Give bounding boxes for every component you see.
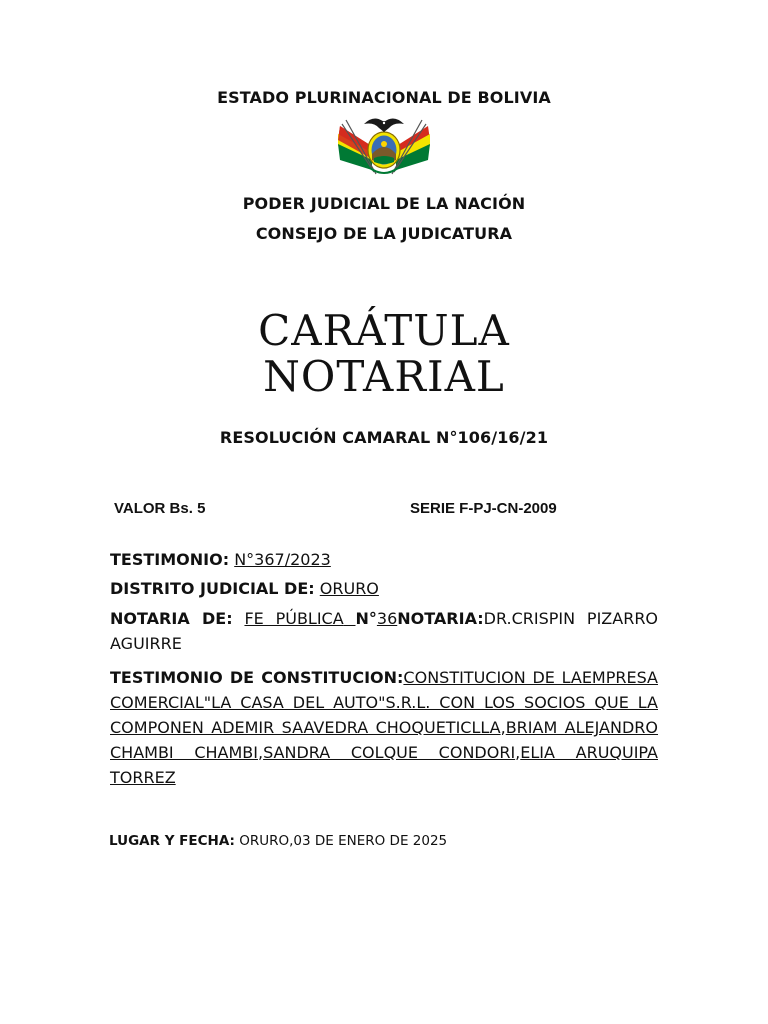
separator-2: , xyxy=(258,743,264,762)
valor-label: VALOR Bs. 5 xyxy=(114,500,206,517)
constitucion-paragraph xyxy=(110,665,658,790)
distrito-value: ORURO xyxy=(319,579,379,598)
title-line-1: CARÁTULA xyxy=(258,306,510,355)
constitucion-text: CONSTITUCION DE LAEMPRESA COMERCIAL"LA CASA DEL AUTO"S.R.L. CON LOS SOCIOS QUE LA COMPONEN ADEMIR SAAVEDRA CHOQUETICLLA xyxy=(110,668,658,737)
testimonio-row xyxy=(110,547,658,572)
separator-1: , xyxy=(500,718,506,737)
constitucion-label: TESTIMONIO DE CONSTITUCION: xyxy=(110,668,404,687)
socio-2: SANDRA COLQUE CONDORI xyxy=(263,743,516,762)
notaria-fe-publica: FE PÚBLICA xyxy=(244,609,344,628)
lugar-value: ORURO,03 DE ENERO DE 2025 xyxy=(239,833,448,849)
title-line-2: NOTARIAL xyxy=(263,352,505,401)
notaria-label-2: NOTARIA: xyxy=(397,609,484,628)
testimonio-value: N°367/2023 xyxy=(234,550,331,569)
judicial-branch: PODER JUDICIAL DE LA NACIÓN xyxy=(242,194,526,213)
distrito-row xyxy=(110,576,658,601)
resolution-number: RESOLUCIÓN CAMARAL N°106/16/21 xyxy=(219,428,549,447)
notaria-row xyxy=(110,606,658,656)
lugar-fecha-row xyxy=(109,833,447,849)
separator-3: , xyxy=(515,743,521,762)
testimonio-label: TESTIMONIO: xyxy=(110,550,230,569)
distrito-label: DISTRITO JUDICIAL DE: xyxy=(110,579,315,598)
notaria-label: NOTARIA DE: xyxy=(110,609,233,628)
notaria-number: 36 xyxy=(376,609,398,628)
serie-label: SERIE F-PJ-CN-2009 xyxy=(410,500,557,517)
bolivia-coat-of-arms-icon xyxy=(334,110,434,182)
lugar-label: LUGAR Y FECHA: xyxy=(109,833,235,849)
judicial-council: CONSEJO DE LA JUDICATURA xyxy=(255,224,513,243)
notaria-number-label: N° xyxy=(355,609,377,628)
socio-1: BRIAM ALEJANDRO CHAMBI CHAMBI xyxy=(110,718,659,762)
socio-3: ELIA ARUQUIPA TORREZ xyxy=(110,743,658,787)
state-name: ESTADO PLURINACIONAL DE BOLIVIA xyxy=(217,88,551,107)
notary-name: DR.CRISPIN PIZARRO AGUIRRE xyxy=(110,609,659,653)
